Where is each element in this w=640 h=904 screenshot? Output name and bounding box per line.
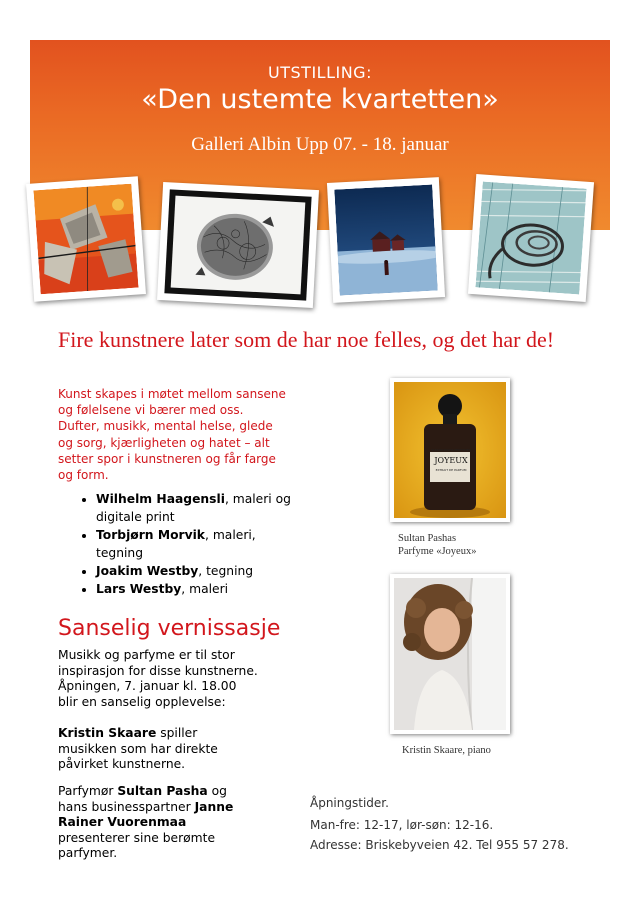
artist-role: , maleri xyxy=(181,582,229,596)
artist-role: , tegning xyxy=(198,564,254,578)
artwork-photo-4 xyxy=(468,174,594,302)
paragraph-text: spiller musikken som har direkte påvirket kunstnerne. xyxy=(58,726,218,771)
artist-role: , maleri, tegning xyxy=(96,528,256,560)
list-item xyxy=(96,526,296,562)
label-name: JOYEUX xyxy=(434,456,468,465)
paragraph-text: Parfymør xyxy=(58,784,118,798)
artist-list xyxy=(78,490,296,598)
caption-line: Sultan Pashas xyxy=(398,533,457,544)
vernissage-paragraph-3 xyxy=(58,784,248,862)
artwork-photo-2 xyxy=(157,182,319,308)
artist-role: , maleri og digitale print xyxy=(96,492,291,524)
paragraph-text: og hans businesspartner xyxy=(58,784,227,814)
hours-address: Adresse: Briskebyveien 42. Tel 955 57 278. xyxy=(310,838,569,852)
hours-title: Åpningstider. xyxy=(310,796,389,810)
artist-name: Torbjørn Morvik xyxy=(96,528,205,542)
artist-name: Joakim Westby xyxy=(96,564,199,578)
vernissage-paragraph-2 xyxy=(58,726,258,773)
artist-name: Wilhelm Haagensli xyxy=(96,492,225,506)
portrait-photo xyxy=(390,574,510,734)
perfume-caption xyxy=(398,532,476,558)
caption-line: Parfyme «Joyeux» xyxy=(398,546,477,557)
artwork-photo-1 xyxy=(26,176,146,302)
banner-eyebrow: UTSTILLING: xyxy=(268,63,372,82)
label-brand: SULTAN PASHA PERFUMES xyxy=(431,448,471,452)
list-item xyxy=(96,562,296,580)
tagline: Fire kunstnere later som de har noe felles, og det har de! xyxy=(58,327,555,352)
list-item xyxy=(96,490,296,526)
label-sub: EXTRAIT DE PARFUM xyxy=(435,468,467,472)
paragraph-text: presenterer sine berømte parfymer. xyxy=(58,830,216,860)
hours-weekdays: Man-fre: 12-17, lør-søn: 12-16. xyxy=(310,818,494,832)
banner-title: «Den ustemte kvartetten» xyxy=(141,84,499,115)
partner-name: Janne Rainer Vuorenmaa xyxy=(58,799,234,829)
banner-subtitle: Galleri Albin Upp 07. - 18. januar xyxy=(191,134,449,155)
section-heading: Sanselig vernissasje xyxy=(58,616,281,641)
perfumer-name: Sultan Pasha xyxy=(117,784,208,798)
vernissage-paragraph-1: Musikk og parfyme er til stor inspirasjon for disse kunstnerne. Åpningen, 7. januar kl. 18.00 blir en sanselig opplevelse: xyxy=(58,648,258,709)
perfume-photo xyxy=(390,378,510,522)
artist-name: Lars Westby xyxy=(96,582,182,596)
list-item xyxy=(96,580,296,598)
musician-name: Kristin Skaare xyxy=(58,726,157,740)
portrait-caption: Kristin Skaare, piano xyxy=(402,745,491,756)
artwork-photo-3 xyxy=(327,177,445,303)
intro-paragraph: Kunst skapes i møtet mellom sansene og følelsene vi bærer med oss. Dufter, musikk, mental helse, glede og sorg, kjærligheten og hatet – alt setter spor i kunstneren og får farge og form. xyxy=(58,387,286,483)
